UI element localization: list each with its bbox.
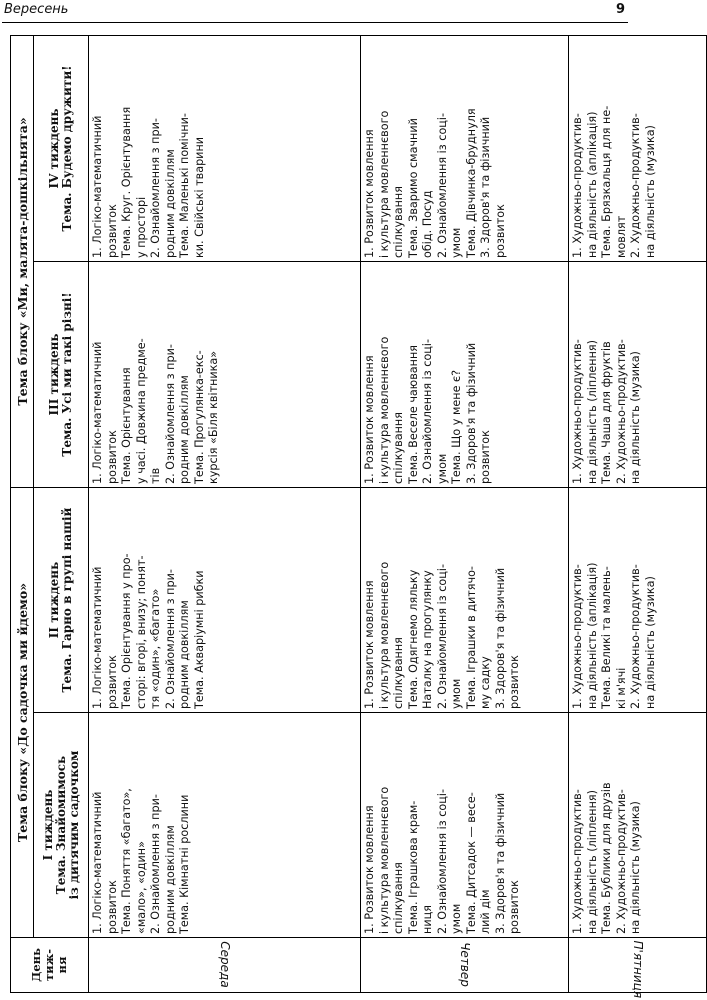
activity-line: 1. Логіко-математичний [91,566,104,709]
activity-line: Тема. Дитсадок — весе- [464,792,478,934]
activity-line: розвиток [508,880,521,934]
table-row [569,35,707,992]
activity-line: 3. Здоров'я та фізичний [493,792,507,934]
day-column-header [11,938,89,993]
week-header-1 [34,713,89,938]
activity-line: кі м'ячі [614,667,628,709]
activity-cell [89,487,361,712]
activity-line: розвиток [105,655,119,709]
schedule-table [10,35,707,999]
activity-line: 2. Ознайомлення із соці- [435,788,449,934]
activity-line: 2. Ознайомлення із соці- [435,563,449,709]
header-divider [2,22,628,23]
table-row [89,35,361,992]
activity-line: 1. Розвиток мовлення [363,580,376,709]
activity-cell [569,261,707,487]
activity-line: спілкування [392,186,405,258]
activity-line: 2. Ознайомлення із соці- [421,338,434,484]
day-header-line: тиж- [42,948,56,982]
activity-line: 2. Художньо-продуктив- [614,339,628,484]
activity-line: і культура мовленнєвого [377,786,391,934]
activity-line: му садку [479,656,492,709]
activity-line: тя «один», «багато» [149,588,162,709]
activity-line: тів [149,467,162,484]
activity-line: розвиток [479,430,492,484]
activity-line: Тема. Маленькі помічни- [178,113,191,258]
activity-line: родним довкіллям [178,600,191,709]
block-title-1: Тема блоку «До садочка ми йдемо» [11,487,34,937]
week-theme: із дитячим садочком [66,750,81,900]
activity-line: 2. Ознайомлення з при- [149,118,162,258]
activity-line: Тема. Прогулянка-екс- [192,350,206,484]
activity-line: на діяльність (музика) [643,576,657,709]
activity-line: 2. Ознайомлення з при- [149,794,162,934]
activity-line: на діяльність (музика) [643,125,657,258]
activity-cell [569,35,707,261]
activity-line: і культура мовленнєвого [377,561,391,709]
activity-line: і культура мовленнєвого [377,110,391,258]
week-theme: Тема. Усі ми такі різні! [60,292,74,457]
week-theme: Тема. Будемо дружити! [60,65,74,232]
activity-line: на діяльність (аплікація) [585,562,599,709]
week-label: ІV тиждень [47,108,61,189]
schedule-table-rotated [10,36,657,999]
week-header-4 [34,35,89,261]
activity-line: 2. Ознайомлення з при- [163,569,177,709]
activity-line: 3. Здоров'я та фізичний [479,116,492,258]
activity-cell [569,487,707,712]
activity-line: розвиток [493,204,507,258]
day-label: Середа [89,938,361,993]
activity-line: 2. Ознайомлення з при- [163,344,177,484]
activity-line: Тема. Орієнтування [120,367,133,484]
activity-line: 1. Логіко-математичний [91,341,104,484]
activity-line: 1. Художньо-продуктив- [571,113,584,258]
activity-line: 2. Художньо-продуктив- [629,113,642,258]
activity-cell [89,713,361,938]
activity-cell [89,35,361,261]
activity-line: ниця [421,905,434,934]
activity-line: ки. Свійські тварини [192,136,206,258]
activity-line: 1. Логіко-математичний [91,115,104,258]
activity-line: розвиток [105,880,119,934]
week-header-2 [34,487,89,712]
activity-line: Тема. Бублики для друзів [600,782,613,934]
day-header-line: ня [55,956,69,974]
week-header-3 [34,261,89,487]
activity-line: Тема. Зваримо смачний [406,118,420,258]
activity-line: 1. Логіко-математичний [91,791,104,934]
activity-line: спілкування [392,862,405,934]
activity-line: умом [450,903,463,934]
week-theme: Тема. Гарно в групі нашій [60,507,74,693]
activity-line: і культура мовленнєвого [377,336,391,484]
activity-line: Тема. Іграшки в дитячо- [464,566,478,709]
activity-line: курсія «Біля квітника» [207,350,220,484]
activity-line: Тема. Орієнтування у про- [120,553,133,709]
activity-line: Тема. Брязкальця для не- [600,105,613,258]
activity-line: Тема. Чаша для фруктів [600,341,613,484]
table-row [361,35,569,992]
week-theme: Тема. Знайомимось [53,755,68,895]
block-title-2: Тема блоку «Ми, малята-дошкільнята» [11,35,34,487]
activity-line: 1. Художньо-продуктив- [571,789,584,934]
page-header [0,0,635,20]
activity-line: Тема. Круг. Орієнтування [120,106,133,258]
activity-line: Тема. Одягнемо ляльку [406,569,420,709]
day-header-line: День [29,948,43,982]
activity-line: на діяльність (аплікація) [585,111,599,258]
activity-line: Тема. Кімнатні рослини [178,794,191,934]
activity-cell [361,713,569,938]
activity-line: Тема. Що у мене є? [450,369,463,484]
month-title: Вересень [4,2,69,17]
activity-line: на діяльність (ліплення) [585,340,599,484]
day-label: П'ятниця [569,938,707,993]
activity-line: сторі: вгорі, внизу; понят- [134,555,148,709]
day-label: Четвер [361,938,569,993]
activity-line: умом [435,453,449,484]
activity-line: умом [450,678,463,709]
activity-line: на діяльність (музика) [629,801,642,934]
activity-line: 2. Художньо-продуктив- [614,789,628,934]
activity-line: Тема. Поняття «багато», [120,788,133,934]
activity-line: розвиток [105,204,119,258]
activity-cell [361,487,569,712]
activity-line: родним довкіллям [178,375,191,484]
activity-line: лий дім [479,889,492,934]
activity-cell [361,261,569,487]
activity-line: родним довкіллям [163,825,177,934]
activity-line: Тема. Іграшкова крам- [406,800,420,934]
activity-line: обід. Посуд [421,190,434,258]
activity-line: спілкування [392,412,405,484]
activity-line: 3. Здоров'я та фізичний [464,342,478,484]
activity-line: у просторі [134,196,148,258]
activity-line: спілкування [392,637,405,709]
activity-line: у часі. Довжина предме- [134,338,148,484]
activity-line: на діяльність (ліплення) [585,790,599,934]
activity-line: Наталку на прогулянку [421,570,434,709]
activity-line: 2. Художньо-продуктив- [629,564,642,709]
week-label: ІІІ тиждень [47,333,61,416]
week-label: І тиждень [40,789,55,861]
activity-line: розвиток [508,655,521,709]
activity-line: на діяльність (музика) [629,351,642,484]
activity-cell [569,713,707,938]
activity-line: мовлят [614,215,628,258]
activity-line: 1. Розвиток мовлення [363,355,376,484]
activity-line: 1. Розвиток мовлення [363,129,376,258]
activity-line: 3. Здоров'я та фізичний [493,567,507,709]
activity-line: «мало», «один» [134,841,148,934]
activity-cell [89,261,361,487]
activity-line: умом [450,227,463,258]
activity-line: 1. Художньо-продуктив- [571,339,584,484]
activity-line: Тема. Дівчинка-бруднуля [464,108,478,258]
activity-line: Тема. Акваріумні рибки [192,570,206,709]
week-label: ІІ тиждень [47,561,61,639]
page-number: 9 [615,2,625,17]
activity-line: 1. Художньо-продуктив- [571,564,584,709]
activity-cell [361,35,569,261]
activity-line: Тема. Веселе чаювання [406,344,420,484]
activity-line: розвиток [105,430,119,484]
activity-line: 2. Ознайомлення із соці- [435,112,449,258]
activity-line: Тема. Великі та малень- [600,566,613,709]
activity-line: 1. Розвиток мовлення [363,805,376,934]
activity-line: родним довкіллям [163,149,177,258]
